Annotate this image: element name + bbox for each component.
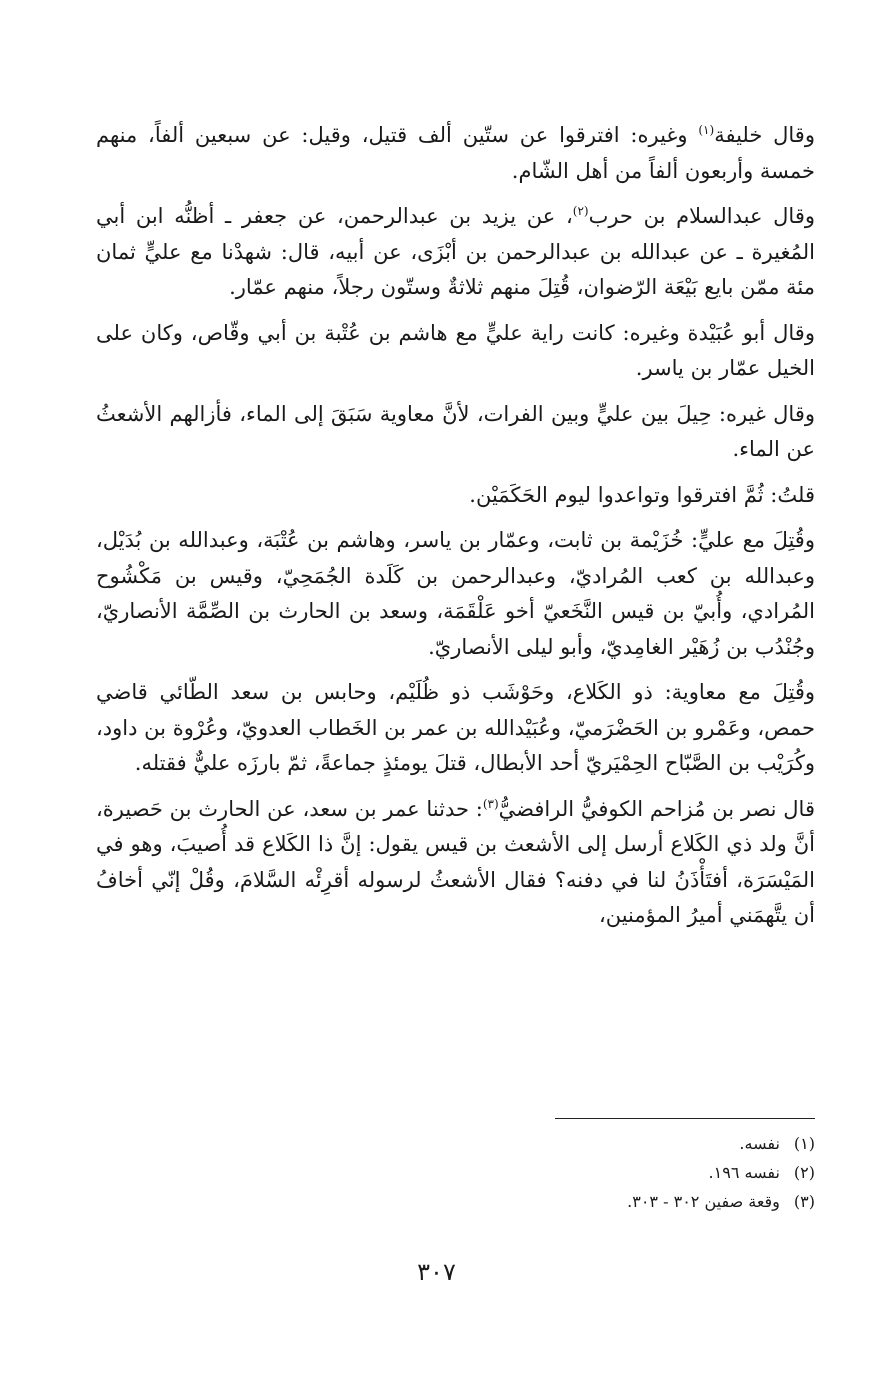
footnote-3 <box>96 1189 815 1214</box>
paragraph-3: وقال أبو عُبَيْدة وغيره: كانت راية عليٍّ مع هاشم بن عُتْبة بن أبي وقّاص، وكان على الخيل عمّار بن ياسر. <box>96 320 815 380</box>
paragraph-1 <box>96 118 815 189</box>
main-text <box>96 118 815 944</box>
footnote-ref-1: (١) <box>698 123 715 137</box>
footnote-ref-3: (٣) <box>482 796 499 811</box>
footnote-1-number: (١) <box>793 1134 815 1153</box>
paragraph-8-text-b: : حدثنا عمر بن سعد، عن الحارث بن حَصيرة، أنَّ ولد ذي الكَلاع أرسل إلى الأشعث بن قيس يقول: إنَّ ذا الكَلاع قد أُصيبَ، وهو في المَيْسَرَة، أفتَأْذَنُ لنا في دفنه؟ فقال الأشعثُ لرسوله أقرِئْه السَّلامَ، وقُلْ إنّي أخافُ أن يتَّهمَني أميرُ المؤمنين، <box>96 796 815 927</box>
footnote-2-text: نفسه ١٩٦. <box>708 1163 780 1182</box>
footnote-2-number: (٢) <box>793 1163 815 1182</box>
paragraph-2-text-a: وقال عبدالسلام بن حرب <box>588 204 815 228</box>
paragraph-4: وقال غيره: حِيلَ بين عليٍّ وبين الفرات، لأنَّ معاوية سَبَقَ إلى الماء، فأزالهم الأشعثُ عن الماء. <box>96 401 815 461</box>
paragraph-6: وقُتِلَ مع عليٍّ: خُزَيْمة بن ثابت، وعمّار بن ياسر، وهاشم بن عُتْبَة، وعبدالله بن بُدَيْل، وعبدالله بن كعب المُراديّ، وعبدالرحمن بن كَلَدة الجُمَحِيّ، وقيس بن مَكْشُوح المُرادي، وأُبيّ بن قيس النَّخَعيّ أخو عَلْقَمَة، وسعد بن الحارث بن الصِّمَّة الأنصاريّ، وجُنْدُب بن زُهَيْر الغامِديّ، وأبو ليلى الأنصاريّ. <box>96 528 815 659</box>
footnote-3-number: (٣) <box>793 1192 815 1211</box>
paragraph-2-text-b: ، عن يزيد بن عبدالرحمن، عن جعفر ـ أظنُّه ابن أبي المُغيرة ـ عن عبدالله بن عبدالرحمن بن أبْزَى، عن أبيه، قال: شهدْنا مع عليٍّ ثمان مئة ممّن بايع بَيْعَة الرّضوان، قُتِلَ منهم ثلاثةٌ وستّون رجلاً، منهم عمّار. <box>96 204 815 299</box>
paragraph-7: وقُتِلَ مع معاوية: ذو الكَلاع، وحَوْشَب ذو ظُلَيْم، وحابس بن سعد الطّائي قاضي حمص، وعَمْرو بن الحَضْرَميّ، وعُبَيْدالله بن عمر بن الخَطاب العدويّ، وعُرْوة بن داود، وكُرَيْب بن الصَّبّاح الحِمْيَريّ أحد الأبطال، قتلَ يومئذٍ جماعةً، ثمّ بارزَه عليٌّ فقتله. <box>96 680 815 775</box>
footnotes <box>96 1118 815 1218</box>
footnote-2 <box>96 1160 815 1185</box>
footnote-1 <box>96 1131 815 1156</box>
footnote-3-text: وقعة صفين ٣٠٢ - ٣٠٣. <box>627 1192 780 1211</box>
footnote-divider <box>555 1118 815 1119</box>
paragraph-8-text-a: قال نصر بن مُزاحم الكوفيُّ الرافضيُّ <box>498 796 815 821</box>
paragraph-8 <box>96 792 815 934</box>
footnote-1-text: نفسه. <box>739 1134 780 1153</box>
paragraph-1-text-a: وقال خليفة <box>714 123 815 147</box>
footnote-ref-2: (٢) <box>572 204 589 218</box>
page-number: ٣٠٧ <box>417 1258 456 1286</box>
paragraph-5: قلتُ: ثُمَّ افترقوا وتواعدوا ليوم الحَكَمَيْن. <box>469 482 815 507</box>
paragraph-1-text-b: وغيره: افترقوا عن ستّين ألف قتيل، وقيل: عن سبعين ألفاً، منهم خمسة وأربعون ألفاً من أهل الشّام. <box>96 123 815 183</box>
paragraph-2 <box>96 199 815 306</box>
